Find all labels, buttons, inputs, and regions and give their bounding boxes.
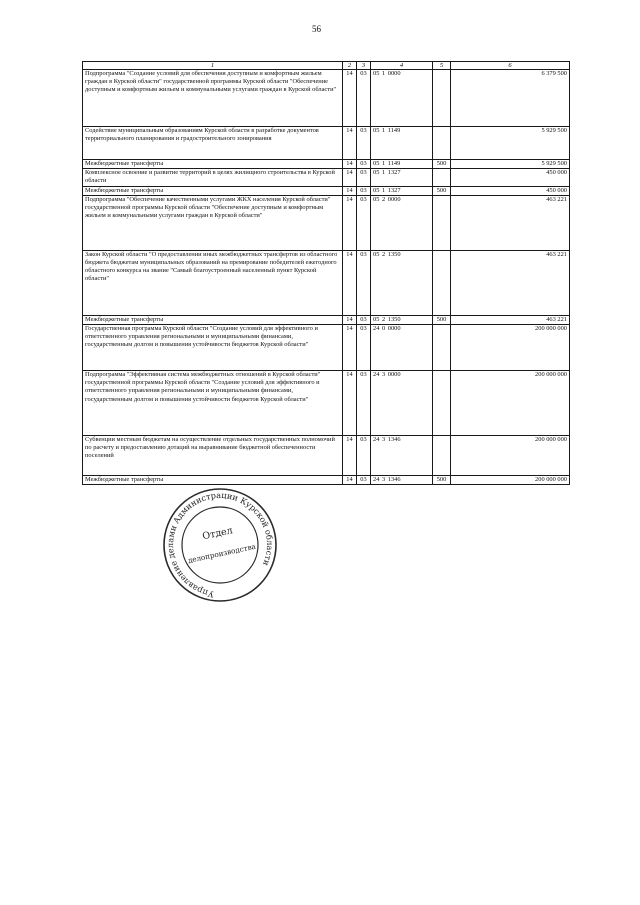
row-name: Содействие муниципальным образованиям Курской области в разработке документов территориального планирования и градостроительного зонирования [83,127,343,160]
row-pr: 03 [357,250,371,315]
row-rz: 14 [343,315,357,324]
row-sum: 450 000 [451,186,570,195]
row-csr: 05 1 1327 [371,186,433,195]
row-csr: 05 1 1149 [371,127,433,160]
row-rz: 14 [343,370,357,435]
row-pr: 03 [357,70,371,127]
row-sum: 463 221 [451,195,570,250]
office-stamp [162,484,278,606]
row-rz: 14 [343,475,357,484]
row-vr: 500 [433,186,451,195]
row-vr: 500 [433,475,451,484]
row-vr [433,250,451,315]
row-rz: 14 [343,127,357,160]
row-pr: 03 [357,160,371,169]
row-rz: 14 [343,70,357,127]
table-row [83,435,570,475]
stamp-inner-line1: Отдел [201,525,234,543]
header-col-6: 6 [451,62,570,70]
header-col-3: 3 [357,62,371,70]
table-row [83,315,570,324]
table-row [83,160,570,169]
row-sum: 200 000 000 [451,475,570,484]
row-vr [433,370,451,435]
header-col-2: 2 [343,62,357,70]
row-pr: 03 [357,435,371,475]
row-vr [433,70,451,127]
row-name: Межбюджетные трансферты [83,315,343,324]
table-row [83,195,570,250]
row-name: Государственная программа Курской области "Создание условий для эффективного и ответственного управления региональными и муниципальными финансами, государственным долгом и повышения устойчивости бюджетов Курской области" [83,324,343,370]
table-row [83,324,570,370]
row-pr: 03 [357,370,371,435]
row-csr: 24 3 1346 [371,435,433,475]
page-number: 56 [312,24,321,34]
row-sum: 450 000 [451,169,570,186]
table-row [83,70,570,127]
table-row [83,169,570,186]
row-pr: 03 [357,169,371,186]
row-sum: 200 000 000 [451,370,570,435]
row-csr: 24 0 0000 [371,324,433,370]
row-name: Подпрограмма "Эффективная система межбюджетных отношений в Курской области" государственной программы Курской области "Создание условий для эффективного и ответственного управления региональными и муниципальными финансами, государственным долгом и повышения устойчивости бюджетов Курской области" [83,370,343,435]
row-sum: 6 379 500 [451,70,570,127]
row-name: Подпрограмма "Создание условий для обеспечения доступным и комфортным жильем граждан в Курской области" государственной программы Курской области "Обеспечение доступным и комфортным жильем и коммунальными услугами граждан в Курской области" [83,70,343,127]
row-name: Подпрограмма "Обеспечение качественными услугами ЖКХ населения Курской области" государственной программы Курской области "Обеспечение доступным и комфортным жильем и коммунальными услугами граждан в Курской области" [83,195,343,250]
row-csr: 24 3 1346 [371,475,433,484]
header-col-5: 5 [433,62,451,70]
row-name: Межбюджетные трансферты [83,475,343,484]
row-pr: 03 [357,186,371,195]
row-rz: 14 [343,160,357,169]
header-col-1: 1 [83,62,343,70]
header-col-4: 4 [371,62,433,70]
row-rz: 14 [343,250,357,315]
row-csr: 05 1 1327 [371,169,433,186]
row-csr: 05 1 0000 [371,70,433,127]
row-csr: 05 1 1149 [371,160,433,169]
row-csr: 05 2 0000 [371,195,433,250]
row-rz: 14 [343,169,357,186]
row-rz: 14 [343,195,357,250]
row-name: Субвенции местным бюджетам на осуществление отдельных государственных полномочий по расчету и предоставлению дотаций на выравнивание бюджетной обеспеченности поселений [83,435,343,475]
row-rz: 14 [343,324,357,370]
row-pr: 03 [357,195,371,250]
row-name: Закон Курской области "О предоставлении иных межбюджетных трансфертов из областного бюджета бюджетам муниципальных образований на премирование победителей ежегодного областного конкурса на звание "Самый благоустроенный населенный пункт Курской области" [83,250,343,315]
table-row [83,250,570,315]
row-name: Комплексное освоение и развитие территорий в целях жилищного строительства в Курской области [83,169,343,186]
budget-table [82,61,570,485]
row-pr: 03 [357,127,371,160]
row-sum: 463 221 [451,315,570,324]
row-rz: 14 [343,186,357,195]
table-row [83,370,570,435]
stamp-outer-text: Управление делами Администрации Курской области [165,489,276,600]
row-vr [433,435,451,475]
stamp-inner-line2: делопроизводства [187,541,257,565]
row-sum: 200 000 000 [451,435,570,475]
row-name: Межбюджетные трансферты [83,186,343,195]
row-pr: 03 [357,324,371,370]
header-row [83,62,570,70]
row-csr: 05 2 1350 [371,315,433,324]
row-vr [433,169,451,186]
row-pr: 03 [357,475,371,484]
row-sum: 200 000 000 [451,324,570,370]
row-csr: 05 2 1350 [371,250,433,315]
row-sum: 5 929 500 [451,127,570,160]
row-rz: 14 [343,435,357,475]
row-pr: 03 [357,315,371,324]
table-row [83,475,570,484]
row-vr [433,324,451,370]
row-vr [433,127,451,160]
row-csr: 24 3 0000 [371,370,433,435]
table-row [83,186,570,195]
row-vr: 500 [433,160,451,169]
row-name: Межбюджетные трансферты [83,160,343,169]
table-row [83,127,570,160]
row-sum: 5 929 500 [451,160,570,169]
row-sum: 463 221 [451,250,570,315]
row-vr: 500 [433,315,451,324]
row-vr [433,195,451,250]
